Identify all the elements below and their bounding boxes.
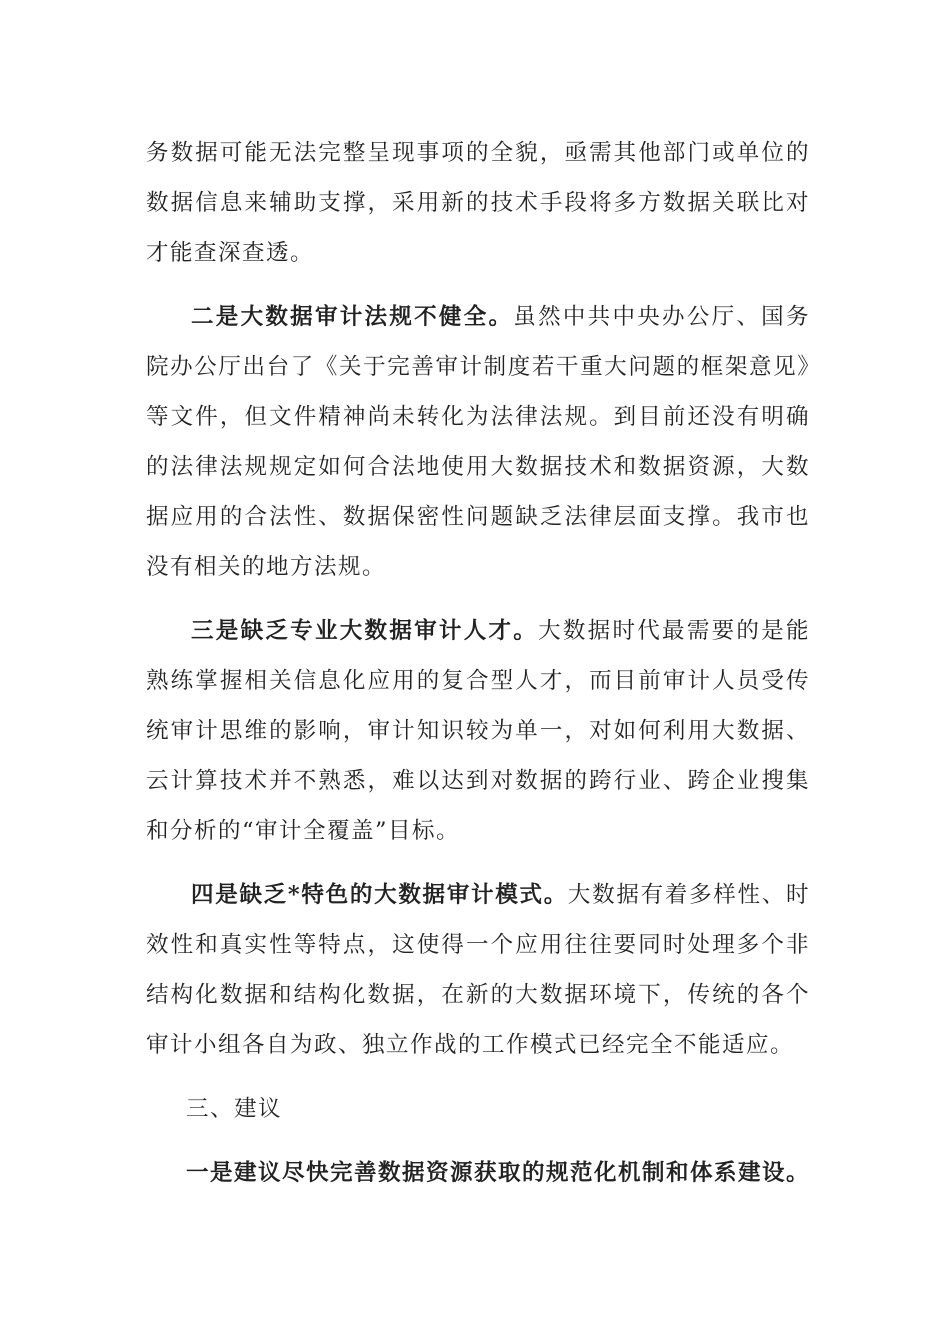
paragraph-text: 虽然中共中央办公厅、国务院办公厅出台了《关于完善审计制度若干重大问题的框架意见》等文件，但文件精神尚未转化为法律法规。到目前还没有明确的法律法规规定如何合法地使用大数据技术和数据资源，大数据应用的合法性、数据保密性问题缺乏法律层面支撑。我市也没有相关的地方法规。: [146, 304, 810, 580]
paragraph-regulations: [146, 292, 810, 592]
section-heading: 三、建议: [186, 1096, 283, 1122]
paragraph-text: 大数据有着多样性、时效性和真实性等特点，这使得一个应用往往要同时处理多个非结构化数据和结构化数据，在新的大数据环境下，传统的各个审计小组各自为政、独立作战的工作模式已经完全不能适应。: [146, 882, 810, 1058]
paragraph-audit-model: [146, 870, 810, 1070]
paragraph-text: 大数据时代最需要的是能熟练掌握相关信息化应用的复合型人才，而目前审计人员受传统审计思维的影响，审计知识较为单一，对如何利用大数据、云计算技术并不熟悉，难以达到对数据的跨行业、跨企业搜集和分析的“审计全覆盖”目标。: [146, 618, 810, 844]
paragraph-lead: 二是大数据审计法规不健全。: [191, 304, 514, 330]
recommendation-heading: 一是建议尽快完善数据资源获取的规范化机制和体系建设。: [186, 1160, 811, 1186]
paragraph-lead: 四是缺乏*特色的大数据审计模式。: [191, 882, 568, 908]
paragraph-text: 务数据可能无法完整呈现事项的全貌，亟需其他部门或单位的数据信息来辅助支撑，采用新的技术手段将多方数据关联比对才能查深查透。: [146, 140, 810, 266]
paragraph-lead: 三是缺乏专业大数据审计人才。: [191, 618, 539, 644]
paragraph-continuation: [146, 128, 810, 278]
paragraph-talent: [146, 606, 810, 856]
